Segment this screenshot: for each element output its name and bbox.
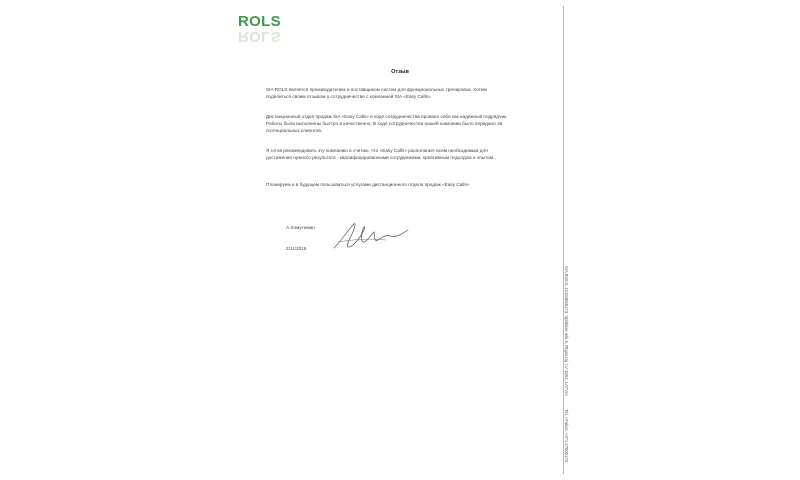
vertical-footer [560,266,574,462]
handwritten-signature [328,218,412,252]
logo-mirror: ROLS [238,28,281,45]
signature-date: 2/11/2016 [286,246,307,251]
logo-reflection [238,28,281,45]
signatory-name: А.Хомутемин [286,225,315,230]
footer-phone-line: Tel. / Fakss: +371 67000173 [564,409,570,462]
logo-text: ROLS [238,13,281,30]
paragraph-3: Я готов рекомендовать эту компанию и считаю, что «Easy Calls» располагает всем необходимым для достижения нужного результата - квалифицированными сотрудниками, креативным подходом и опытом. [266,148,495,161]
company-logo [238,13,281,45]
document-title: Отзыв [391,69,409,75]
paragraph-4: Планируем и в будущем пользоваться услугами дистанционного отдела продаж «Easy Calls» [266,182,470,187]
paragraph-2: Дистанционный отдел продаж SIA «Easy Calls» в ходе сотрудничества проявил себя как надежный подрядчик. Работы были выполнены быстро и качественно. В ходе сотрудничества нашей компании было передано 35 потенциальных клиентов. [266,114,508,134]
footer-company-line: SIA ROLS, 44103065173, Spīdolas iela 6, Rīgas raj. LV-1062, LATVIA [564,266,570,396]
paragraph-1: SIA ROLS является производителем и поставщиком систем для функциональных тренировок. Хотим поделиться своим отзывом о сотрудничестве с компанией SIA «Easy Calls». [266,87,487,100]
